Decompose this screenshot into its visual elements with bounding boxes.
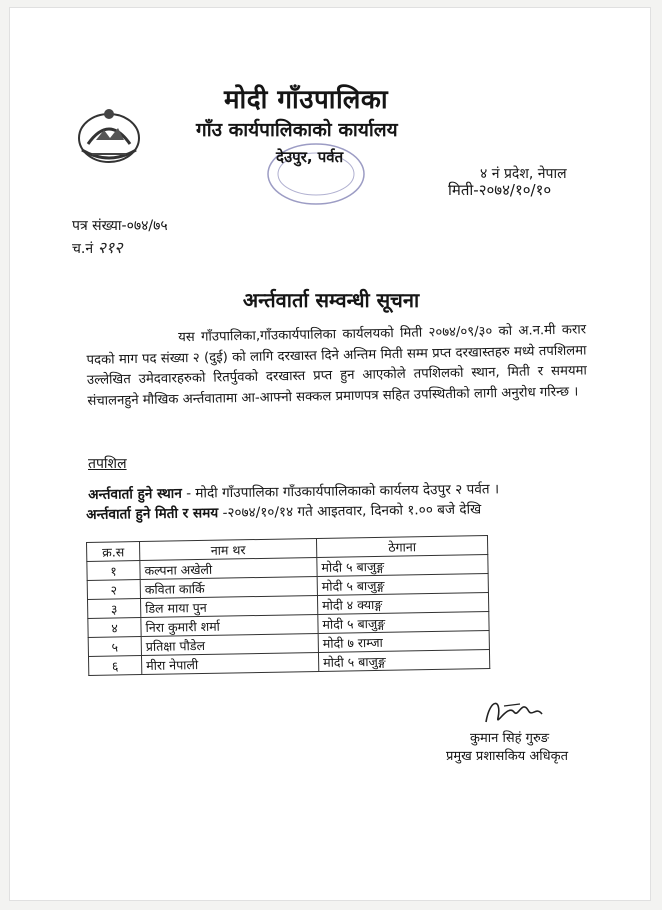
cell-address: मोदी ७ राम्जा — [318, 630, 489, 652]
handwritten-signature — [480, 692, 560, 732]
letter-date: मिती-२०७४/१०/१० — [448, 181, 552, 199]
office-location: देउपुर, पर्वत — [276, 148, 344, 166]
cell-serial: ६ — [88, 656, 141, 676]
cell-serial: ३ — [88, 599, 141, 619]
municipality-name: मोदी गाँउपालिका — [224, 85, 389, 115]
candidate-table — [86, 535, 490, 676]
notice-heading: अर्न्तवार्ता सम्वन्धी सूचना — [242, 288, 420, 312]
dispatch-number — [72, 236, 123, 258]
cell-address: मोदी ४ क्याङ्ग — [317, 592, 488, 614]
signer-title: प्रमुख प्रशासकिय अधिकृत — [446, 749, 569, 764]
cell-name: डिल माया पुन — [140, 595, 317, 617]
interview-time-label: अर्न्तवार्ता हुने मिती र समय — [86, 505, 219, 523]
dispatch-label: च.नं — [72, 241, 94, 257]
cell-name: निरा कुमारी शर्मा — [141, 614, 318, 636]
province-text: ४ नं प्रदेश, नेपाल — [480, 166, 567, 182]
signer-name: कुमान सिहं गुरुङ — [470, 731, 550, 746]
cell-name: कल्पना अखेली — [140, 557, 317, 579]
nepal-emblem-logo — [74, 104, 144, 166]
cell-serial: ४ — [88, 618, 141, 638]
details-label: तपशिल — [88, 456, 127, 472]
cell-serial: २ — [87, 580, 140, 600]
column-header-address: ठेगाना — [316, 535, 487, 557]
cell-address: मोदी ५ बाजुङ्ग — [318, 611, 489, 633]
office-name: गाँउ कार्यपालिकाको कार्यालय — [196, 119, 398, 141]
cell-address: मोदी ५ बाजुङ्ग — [318, 649, 489, 671]
interview-time-value: -२०७४/१०/१४ गते आइतवार, दिनको १.०० बजे देखि — [218, 501, 482, 522]
dispatch-value: २१२ — [97, 238, 123, 257]
cell-address: मोदी ५ बाजुङ्ग — [317, 573, 488, 595]
cell-name: कविता कार्कि — [140, 576, 317, 598]
interview-place-label: अर्न्तवार्ता हुने स्थान — [88, 485, 182, 503]
cell-address: मोदी ५ बाजुङ्ग — [317, 554, 488, 576]
notice-body: यस गाँउपालिका,गाँउकार्यपालिका कार्यलयको मिती २०७४/०९/३० को अ.न.मी करार पदको माग पद संख्या २ (दुई) को लागि दरखास्त दिने अन्तिम मिती सम्म प्रप्त दरखास्तहरु मध्ये तपशिलमा उल्लेखित उमेदवारहरुको रितर्पुवको दरखास्त प्रप्त हुन आएकोले तपशिलको स्थान, मिती र समयमा संचालनहुने मौखिक अर्न्तवातामा आ-आफ्नो सक्कल प्रमाणपत्र सहित उपस्थितीको लागी अनुरोध गरिन्छ । — [86, 322, 588, 409]
cell-serial: ५ — [88, 637, 141, 657]
column-header-serial: क्र.स — [87, 542, 140, 562]
cell-name: प्रतिक्षा पौडेल — [141, 633, 318, 655]
column-header-name: नाम थर — [140, 538, 317, 560]
cell-name: मीरा नेपाली — [141, 652, 318, 674]
cell-serial: १ — [87, 561, 140, 581]
interview-place-value: - मोदी गाँउपालिका गाँउकार्यपालिकाको कार्यलय देउपुर २ पर्वत । — [181, 481, 500, 502]
reference-number: पत्र संख्या-०७४/७५ — [72, 218, 168, 234]
